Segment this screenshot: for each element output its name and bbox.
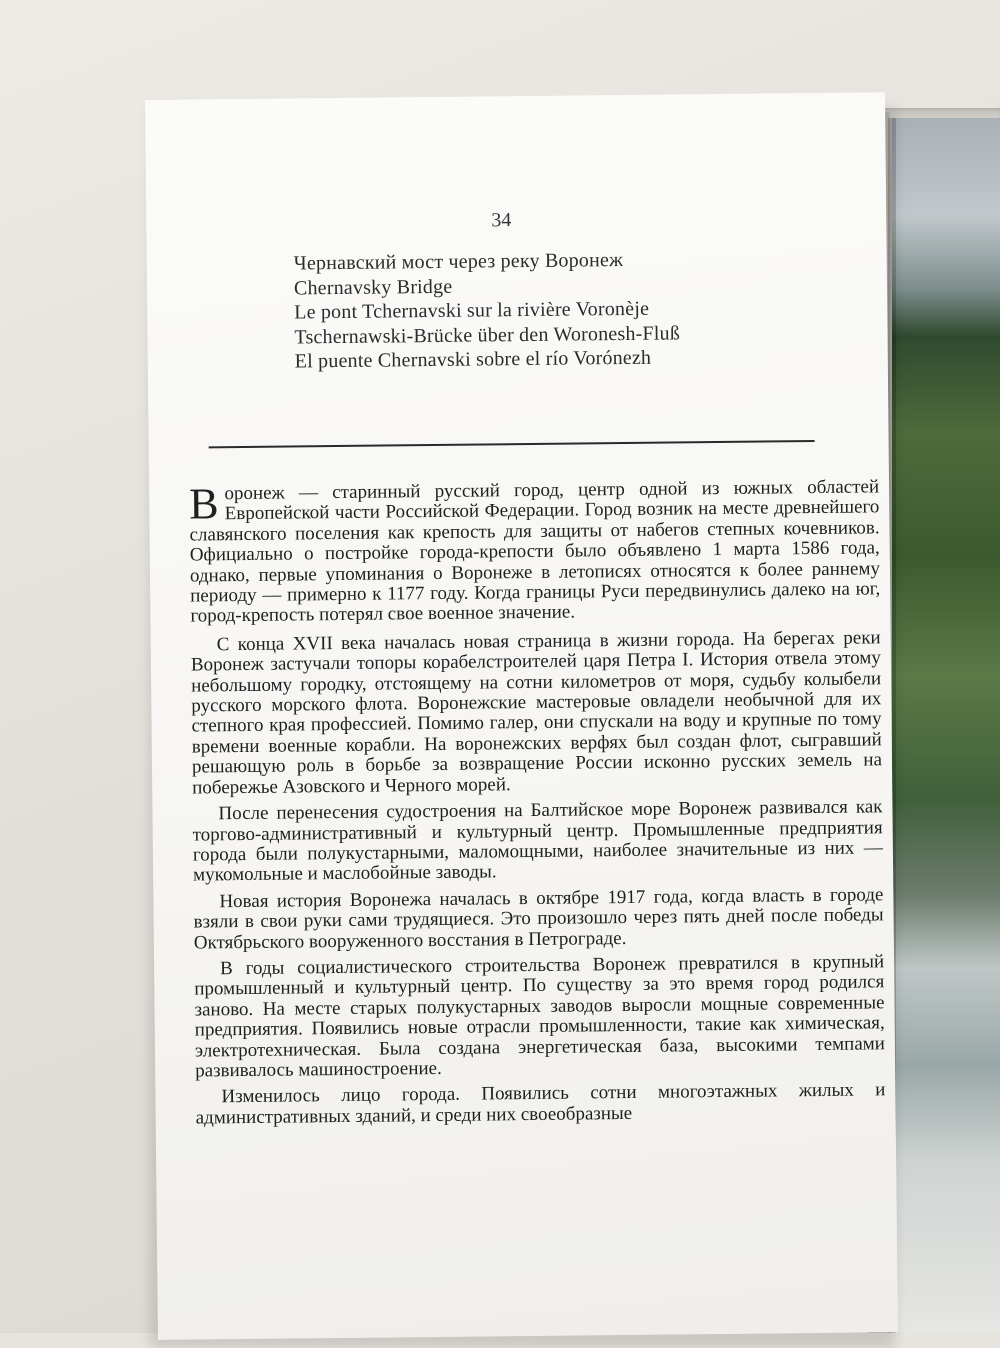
booklet-page (145, 92, 898, 1340)
divider-rule (209, 440, 815, 448)
caption-spanish: El puente Chernavski sobre el río Vorónezh (294, 346, 652, 373)
caption-english: Chernavsky Bridge (293, 275, 453, 299)
paragraph-5: В годы социалистического строительства Воронеж превратился в крупный промышленный и культурный центр. По существу за это время город родился заново. На месте старых полукустарных заводов выросли мощные современные предприятия. Появились новые отрасли промышленности, такие как химическая, электротехническая. Была создана энергетическая база, высокими темпами развивалось машиностроение. (194, 951, 886, 1082)
caption-german: Tschernawski-Brücke über den Woronesh-Fluß (294, 321, 681, 348)
paragraph-1-text: оронеж — старинный русский город, центр одной из южных областей Европейской части Российской Федерации. Город возник на месте древнейшего славянского поселения как крепость для защиты от набегов степных кочевников. Официально о постройке города-крепости было объявлено 1 марта 1586 года, однако, первые упоминания о Воронеже в летописях относятся к более раннему периоду — примерно к 1177 году. Когда границы Руси передвинулись далеко на юг, город-крепость потерял свое военное значение. (189, 476, 881, 627)
drop-cap: В (188, 479, 219, 529)
caption-russian: Чернавский мост через реку Воронеж (293, 249, 624, 275)
paragraph-6: Изменилось лицо города. Появились сотни многоэтажных жилых и административных зданий, и среди них своеобразные (195, 1079, 886, 1129)
paragraph-4: Новая история Воронежа началась в октябре 1917 года, когда власть в городе взяли в свои руки сами трудящиеся. Это произошло через пять дней после победы Октябрьского вооруженного восстания в Петрограде. (193, 884, 884, 954)
paragraph-1 (189, 477, 880, 627)
article-body (189, 477, 886, 1134)
photo-captions (294, 246, 855, 374)
caption-french: Le pont Tchernavski sur la rivière Voronèje (294, 297, 650, 324)
paragraph-2: С конца XVII века началась новая страница в жизни города. На берегах реки Воронеж застучали топоры корабелстроителей царя Петра I. История отвела этому небольшому городку, отстоящему на сотни километров от моря, судьбу колыбели русского морского флота. Воронежские мастеровые овладели необычной для их степного края профессией. Помимо галер, они спускали на воду и крупные по тому времени военные корабли. На воронежских верфях был создан флот, сыгравший решающую роль в борьбе за возвращение России исконно русских земель на побережье Азовского и Черного морей. (190, 627, 883, 799)
cover-photo-edge (892, 118, 1000, 1333)
page-number: 34 (491, 209, 512, 232)
paragraph-3: После перенесения судостроения на Балтийское море Воронеж развивался как торгово-административный и культурный центр. Промышленные предприятия города были полукустарными, маломощными, наиболее значительные из них — мукомольные и маслобойные заводы. (192, 796, 883, 886)
